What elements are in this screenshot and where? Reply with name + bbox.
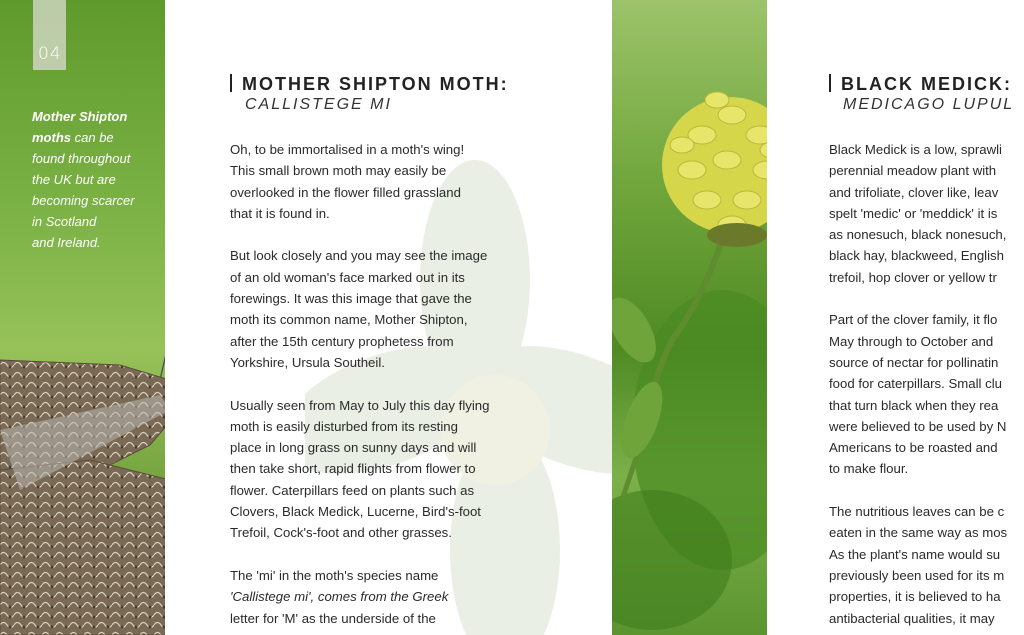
sidebar-note [32, 106, 162, 253]
paragraph [829, 139, 1007, 288]
text-line: then take short, rapid flights from flower to [230, 461, 476, 477]
medick-subheading: MEDICAGO LUPUL [843, 96, 1015, 113]
paragraph [829, 501, 1007, 629]
text-line: Clovers, Black Medick, Lucerne, Bird's-foot [230, 504, 481, 520]
text-line: properties, it is believed to ha [829, 589, 1001, 605]
medick-body [829, 139, 1007, 635]
sidebar-note-line: found throughout [32, 151, 131, 166]
text-line: moth is easily disturbed from its resting [230, 418, 458, 434]
sidebar-note-line: the UK but are [32, 172, 116, 187]
text-line: eaten in the same way as mos [829, 525, 1008, 541]
paragraph [230, 395, 489, 544]
sidebar-note-line: in Scotland [32, 214, 97, 229]
medick-heading: BLACK MEDICK: [829, 74, 1012, 95]
text-line: overlooked in the flower filled grassland [230, 184, 461, 200]
text-line: Oh, to be immortalised in a moth's wing! [230, 142, 465, 157]
text-line: This small brown moth may easily be [230, 163, 447, 179]
paragraph [829, 309, 1007, 479]
text-line: May through to October and [829, 333, 994, 349]
text-line: letter for 'M' as the underside of the [230, 610, 436, 626]
text-line: moth its common name, Mother Shipton, [230, 312, 468, 328]
text-line: Usually seen from May to July this day flying [230, 397, 490, 413]
text-line: antibacterial qualities, it may [829, 610, 995, 626]
text-line: The nutritious leaves can be c [829, 504, 1005, 520]
sidebar-note-line: can be [74, 130, 114, 145]
moth-body [230, 139, 489, 635]
black-medick-photo [612, 0, 767, 635]
sidebar-note-line: and Ireland. [32, 235, 101, 250]
text-line: Part of the clover family, it flo [829, 312, 998, 328]
text-line: flower. Caterpillars feed on plants such as [230, 482, 475, 498]
sidebar-note-bold: Mother Shipton moths [32, 109, 128, 145]
text-line: perennial meadow plant with [829, 163, 997, 179]
text-line: food for caterpillars. Small clu [829, 376, 1002, 392]
paragraph [230, 245, 489, 373]
text-line: were believed to be used by N [829, 418, 1007, 434]
text-line: place in long grass on sunny days and will [230, 440, 477, 456]
text-line: trefoil, hop clover or yellow tr [829, 269, 997, 285]
text-line: as nonesuch, black nonesuch, [829, 227, 1007, 243]
text-line: But look closely and you may see the image [230, 248, 488, 264]
moth-subheading: CALLISTEGE MI [245, 96, 392, 113]
moth-article-panel [165, 0, 612, 635]
text-line: after the 15th century prophetess from [230, 333, 454, 349]
text-line: spelt 'medic' or 'meddick' it is [829, 205, 998, 221]
text-line: Yorkshire, Ursula Southeil. [230, 354, 385, 370]
text-line: of an old woman's face marked out in its [230, 269, 465, 285]
text-line: that turn black when they rea [829, 397, 999, 413]
text-line: Americans to be roasted and [829, 440, 998, 456]
text-line: Black Medick is a low, sprawli [829, 142, 1002, 157]
page-number: 04 [38, 44, 62, 64]
text-line: black hay, blackweed, English [829, 248, 1004, 264]
text-line: previously been used for its m [829, 567, 1005, 583]
text-line: and trifoliate, clover like, leav [829, 184, 999, 200]
text-line: that it is found in. [230, 205, 330, 221]
moth-heading: MOTHER SHIPTON MOTH: [230, 74, 509, 95]
text-line: Trefoil, Cock's-foot and other grasses. [230, 525, 452, 541]
sidebar-note-line: becoming scarcer [32, 193, 135, 208]
text-line: The 'mi' in the moth's species name [230, 567, 439, 583]
text-line: As the plant's name would su [829, 546, 1001, 562]
text-line: to make flour. [829, 461, 909, 477]
medick-article-panel [767, 0, 1024, 635]
text-line: 'Callistege mi', comes from the Greek [230, 589, 449, 605]
paragraph [230, 139, 489, 224]
text-line: forewings. It was this image that gave the [230, 291, 472, 307]
text-line: source of nectar for pollinatin [829, 354, 999, 370]
paragraph [230, 565, 489, 629]
